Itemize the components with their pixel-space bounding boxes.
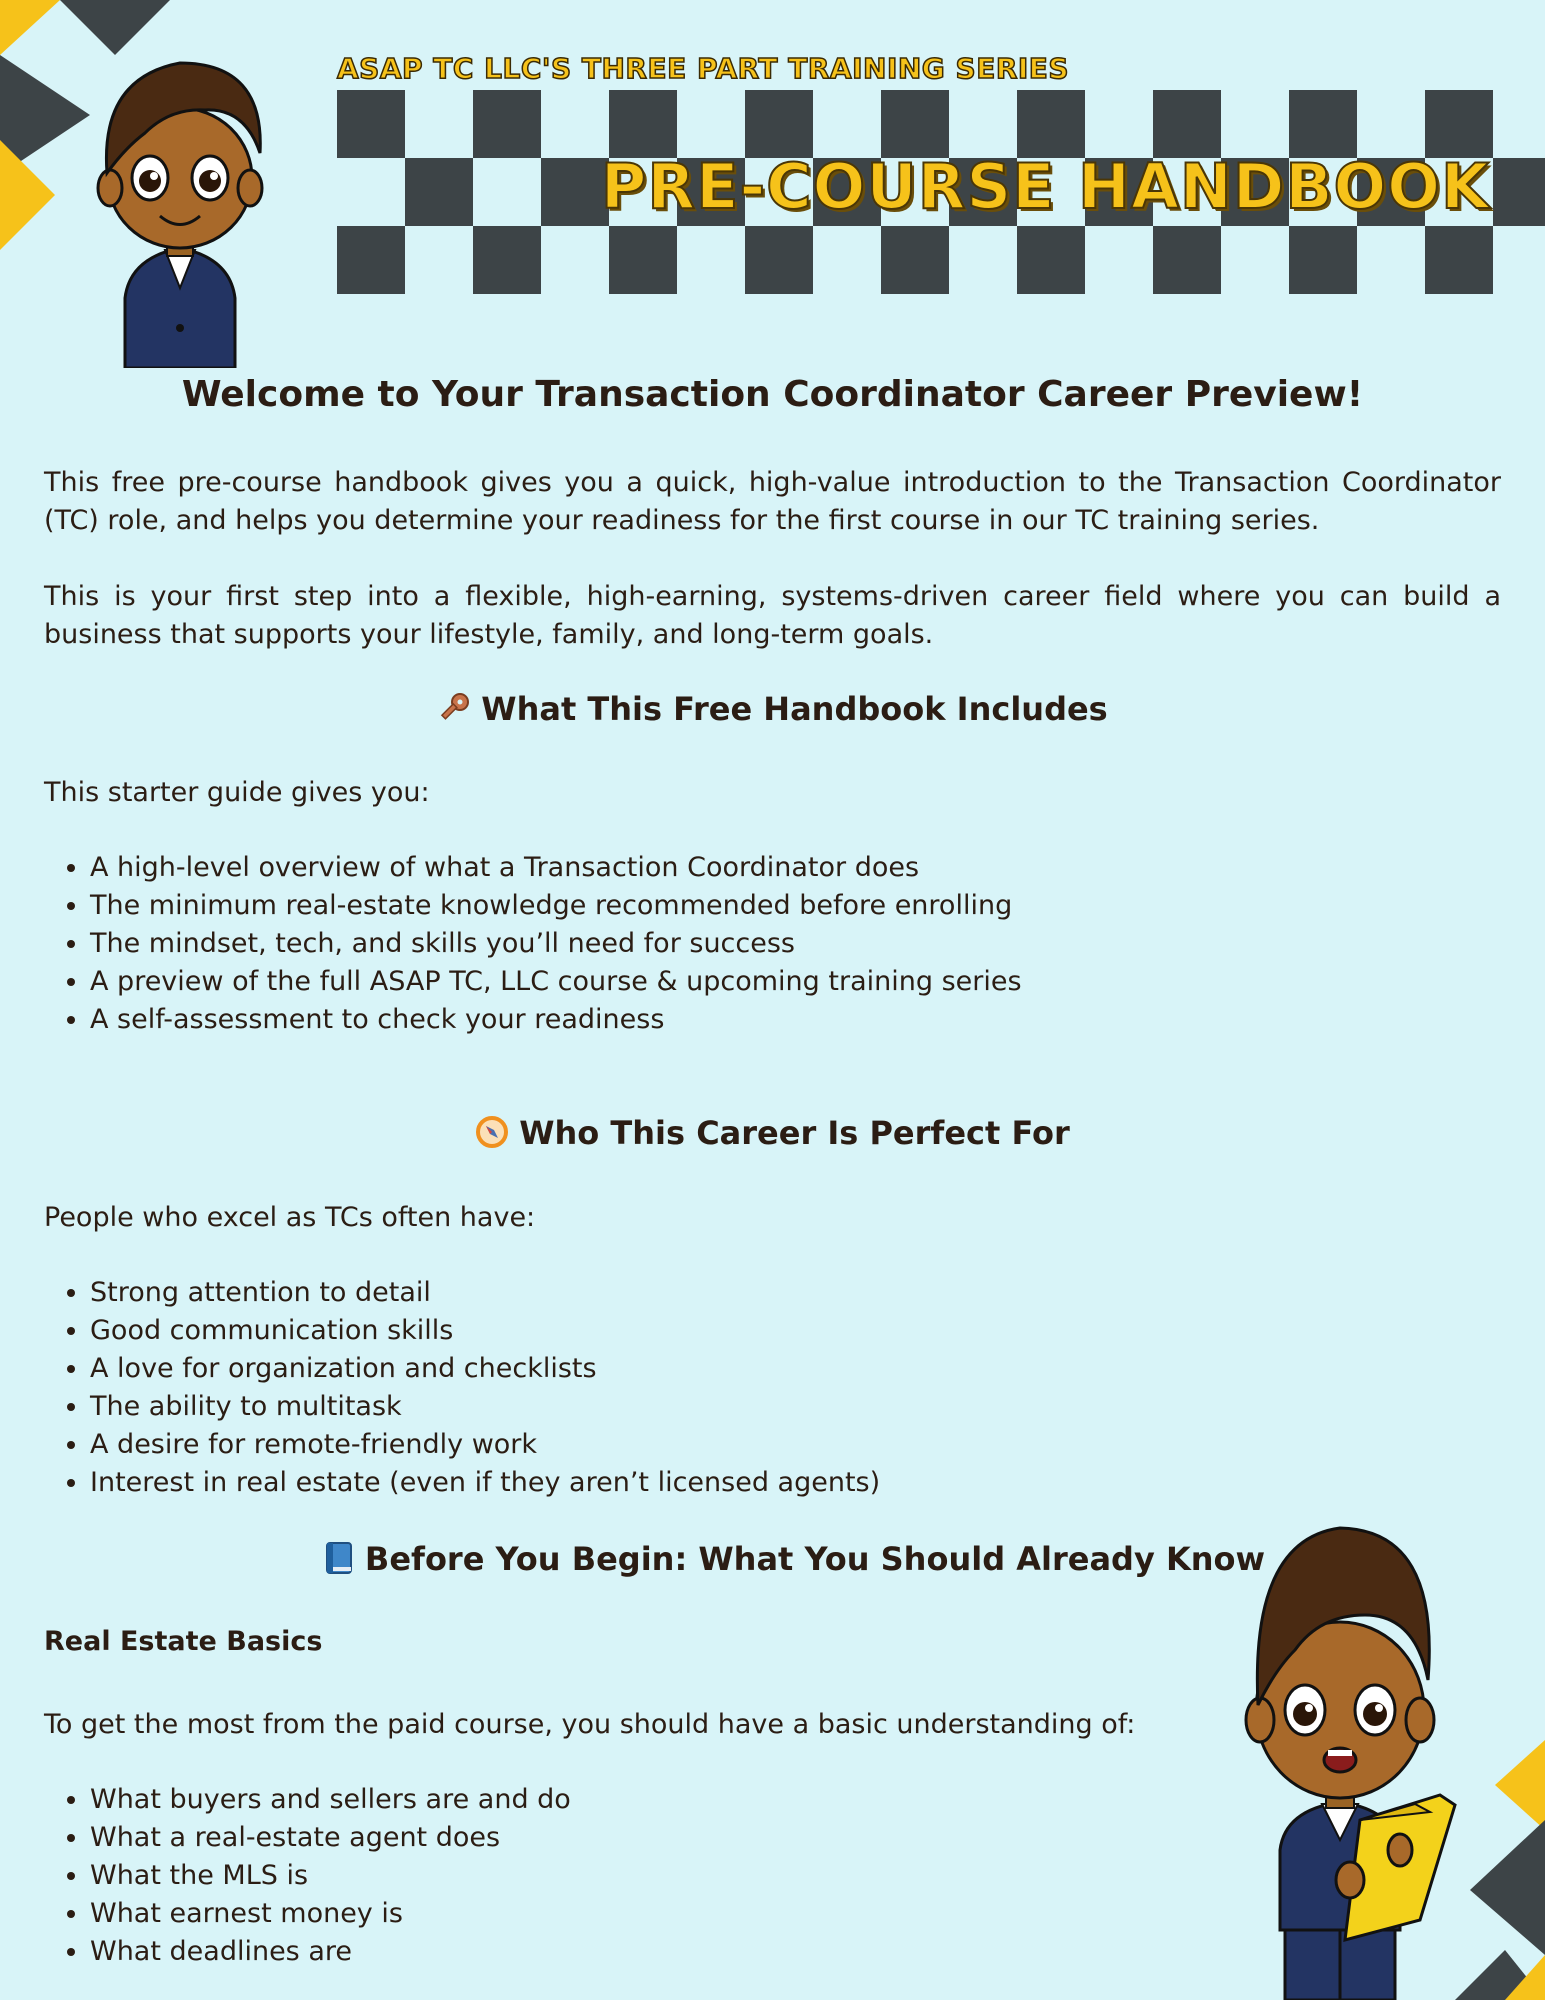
section-title: Who This Career Is Perfect For <box>519 1114 1070 1152</box>
compass-icon <box>475 1115 509 1149</box>
section-heading-includes <box>0 690 1545 728</box>
checker-square <box>745 226 813 294</box>
list-item: • What earnest money is <box>90 1895 571 1933</box>
checker-square <box>1017 90 1085 158</box>
list-item: • Strong attention to detail <box>90 1274 880 1312</box>
list-item: • The mindset, tech, and skills you’ll need for success <box>90 925 1022 963</box>
mascot-character-bottom <box>1240 1520 1480 2000</box>
checker-square <box>337 226 405 294</box>
checker-square <box>1425 90 1493 158</box>
mascot-character-top <box>85 38 275 368</box>
section-heading-perfect-for <box>0 1114 1545 1152</box>
checker-square <box>473 90 541 158</box>
intro-paragraph-2: This is your first step into a flexible, high-earning, systems-driven career field where you can build a business that supports your lifestyle, family, and long-term goals. <box>44 581 1501 650</box>
checker-square <box>1017 226 1085 294</box>
perfect-for-list <box>44 1274 880 1502</box>
includes-list <box>44 849 1022 1039</box>
list-item: • A preview of the full ASAP TC, LLC course & upcoming training series <box>90 963 1022 1001</box>
checker-square <box>1153 90 1221 158</box>
list-item: • Interest in real estate (even if they aren’t licensed agents) <box>90 1464 880 1502</box>
welcome-heading: Welcome to Your Transaction Coordinator Career Preview! <box>181 374 1364 415</box>
checker-square <box>405 158 473 226</box>
section-lead: To get the most from the paid course, you should have a basic understanding of: <box>44 1709 1136 1740</box>
list-item: • What buyers and sellers are and do <box>90 1781 571 1819</box>
book-icon <box>323 1541 355 1575</box>
checker-square <box>609 90 677 158</box>
key-icon <box>437 691 471 725</box>
checker-square <box>745 90 813 158</box>
checker-square <box>541 158 609 226</box>
checker-square <box>473 226 541 294</box>
list-item: • The minimum real-estate knowledge recommended before enrolling <box>90 887 1022 925</box>
section-title: Before You Begin: What You Should Already Know <box>364 1540 1266 1578</box>
list-item: • What deadlines are <box>90 1933 571 1971</box>
list-item: • A love for organization and checklists <box>90 1350 880 1388</box>
checker-square <box>1153 226 1221 294</box>
checker-square <box>1289 226 1357 294</box>
intro-paragraph-1: This free pre-course handbook gives you a quick, high-value introduction to the Transaction Coordinator (TC) role, and helps you determine your readiness for the first course in our TC training series. <box>44 467 1501 536</box>
list-item: • Good communication skills <box>90 1312 880 1350</box>
checker-square <box>881 90 949 158</box>
list-item: • A high-level overview of what a Transaction Coordinator does <box>90 849 1022 887</box>
checker-square <box>1425 226 1493 294</box>
subheading-real-estate-basics: Real Estate Basics <box>44 1626 323 1657</box>
checker-square <box>1289 90 1357 158</box>
series-title: ASAP TC LLC'S THREE PART TRAINING SERIES <box>337 52 1070 85</box>
list-item: • A self-assessment to check your readiness <box>90 1001 1022 1039</box>
list-item: • What a real-estate agent does <box>90 1819 571 1857</box>
section-lead: This starter guide gives you: <box>44 777 430 808</box>
intro-section <box>44 464 1501 654</box>
real-estate-basics-list <box>44 1781 571 1971</box>
checker-square <box>1493 158 1545 226</box>
checker-square <box>337 90 405 158</box>
list-item: • The ability to multitask <box>90 1388 880 1426</box>
checker-square <box>609 226 677 294</box>
list-item: • A desire for remote-friendly work <box>90 1426 880 1464</box>
checker-square <box>881 226 949 294</box>
section-title: What This Free Handbook Includes <box>481 690 1108 728</box>
section-lead: People who excel as TCs often have: <box>44 1202 536 1233</box>
handbook-title: PRE-COURSE HANDBOOK <box>600 150 1490 223</box>
list-item: • What the MLS is <box>90 1857 571 1895</box>
